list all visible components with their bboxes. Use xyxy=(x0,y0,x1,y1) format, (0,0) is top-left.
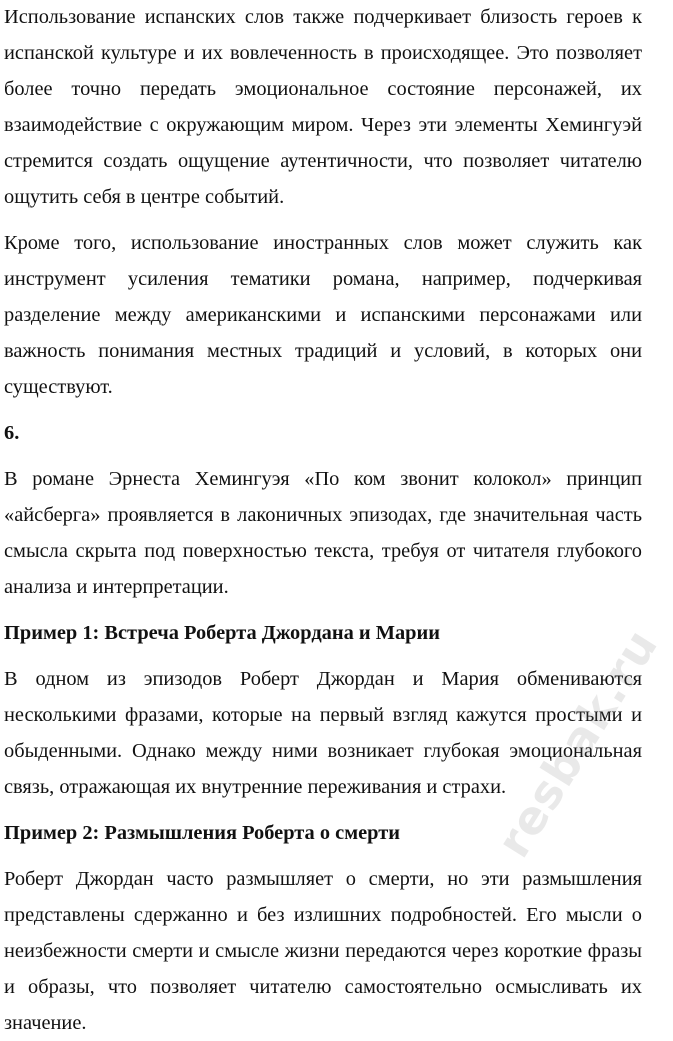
paragraph-spanish-words: Использование испанских слов также подчеркивает близость героев к испанской культуре и их вовлеченность в происходящее. Это позволяет более точно передать эмоциональное состояние персонажей, их взаимодействие с окружающим миром. Через эти элементы Хемингуэй стремится создать ощущение аутентичности, что позволяет читателю ощутить себя в центре событий. xyxy=(4,6,642,208)
paragraph-example-1: В одном из эпизодов Роберт Джордан и Мария обмениваются несколькими фразами, которые на первый взгляд кажутся простыми и обыденными. Однако между ними возникает глубокая эмоциональная связь, отражающая их внутренние переживания и страхи. xyxy=(4,668,642,798)
document-page xyxy=(4,0,642,1033)
paragraph-iceberg-principle: В романе Эрнеста Хемингуэя «По ком звонит колокол» принцип «айсберга» проявляется в лаконичных эпизодах, где значительная часть смысла скрыта под поверхностью текста, требуя от читателя глубокого анализа и интерпретации. xyxy=(4,468,642,598)
watermark: resbak.ru xyxy=(486,619,669,867)
paragraph-example-2: Роберт Джордан часто размышляет о смерти, но эти размышления представлены сдержанно и без излишних подробностей. Его мысли о неизбежности смерти и смысле жизни передаются через короткие фразы и образы, что позволяет читателю самостоятельно осмысливать их значение. xyxy=(4,868,642,1034)
example-1-heading: Пример 1: Встреча Роберта Джордана и Марии xyxy=(4,622,440,644)
paragraph-foreign-words: Кроме того, использование иностранных слов может служить как инструмент усиления тематики романа, например, подчеркивая разделение между американскими и испанскими персонажами или важность понимания местных традиций и условий, в которых они существуют. xyxy=(4,232,642,398)
section-number: 6. xyxy=(4,422,20,444)
example-2-heading: Пример 2: Размышления Роберта о смерти xyxy=(4,822,400,844)
